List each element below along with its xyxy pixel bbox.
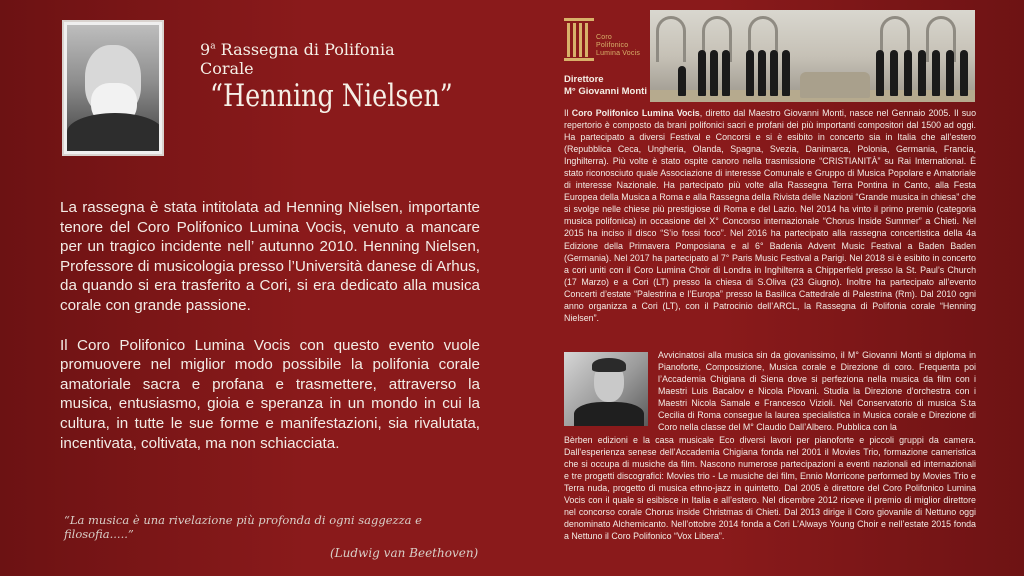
choir-member — [746, 50, 754, 96]
director-bio-text: Avvicinatosi alla musica sin da giovanissimo, il M° Giovanni Monti si diploma in Pianoforte, Composizione, Musica corale e Direzione di coro. Frequenta poi l’Accademia Chigiana di Siena dove si perfeziona nella musica da film con i Maestri Luis Bacalov e Nicola Piovani. Studia la Direzione d’orchestra con i Maestri Nicola Samale e Francesco Vizioli. Nel Conservatorio di musica S.ta Cecilia di Roma consegue la laurea specialistica in Musica corale e Direzione di Coro nella classe del M° Claudio Dall’Albero. Pubblica con la — [658, 350, 976, 433]
monti-hair — [592, 358, 626, 372]
giovanni-monti-photo — [564, 352, 648, 426]
portrait-shoulders — [67, 113, 159, 151]
choir-member — [946, 50, 954, 96]
choir-logo — [562, 10, 650, 82]
director-bio-continued: Bèrben edizioni e la casa musicale Eco diversi lavori per pianoforte e piccoli gruppi da camera. Dall’esperienza senese dell’Accademia Chigiana fonda nel 2001 il Movies Trio, formazione cameristica che si occupa di musiche da film. Nascono numerose partecipazioni a eventi nazionali ed internazionali e tre progetti discografici: Movies trio - Le musiche dei film, Ennio Morricone performed by Movies Trio e Terra nuda, progetto di musica ethno-jazz in quintetto. Dal 2005 è direttore del Coro Polifonico Lumina Vocis con il quale si esibisce in Italia e all’estero. Nel dicembre 2012 riceve il premio di miglior direttore nel concorso corale Chorus inside Christmas di Chieti. Dal 2013 dirige il Coro giovanile di Nettuno oggi denominato Alchemicanto. Nell’ottobre 2014 fonda a Cori L’Always Young Choir e nell’estate 2015 fonda a Nettuno il Coro Polifonico “Vox Libera”. — [564, 435, 976, 542]
choir-member — [890, 50, 898, 96]
choir-member — [758, 50, 766, 96]
intro-paragraph-2: Il Coro Polifonico Lumina Vocis con questo evento vuole promuovere nel miglior modo possibile la polifonia corale amatoriale sacra e profana e trasmettere, attraverso la musica, entusiasmo, gioia e speranza in un mondo in cui la cultura, in tutte le sue forme e manifestazioni, sia rivalutata, incentivata, coltivata, ma non schiacciata. — [60, 336, 480, 452]
logo-line-3: Lumina Vocis — [596, 50, 641, 57]
cloister-arch — [656, 16, 686, 62]
logo-text — [596, 34, 652, 58]
columns-logo-icon — [564, 18, 594, 62]
logo-line-2: Polifonico — [596, 42, 629, 49]
beethoven-quote: “La musica è una rivelazione più profonda di ogni saggezza e filosofia.....” — [64, 513, 422, 541]
choir-name: Coro Polifonico Lumina Vocis — [571, 108, 700, 118]
portrait-image — [67, 25, 159, 151]
choir-history-prefix: Il — [564, 108, 572, 118]
choir-member — [678, 66, 686, 96]
edition-superscript: a — [210, 41, 216, 52]
edition-text: Rassegna di Polifonia Corale — [200, 40, 395, 78]
director-name: M° Giovanni Monti — [564, 86, 647, 97]
intro-text — [60, 198, 480, 453]
choir-member — [698, 50, 706, 96]
quote-author: (Ludwig van Beethoven) — [330, 546, 479, 560]
choir-history-text — [564, 107, 976, 324]
intro-paragraph-1: La rassegna è stata intitolata ad Henning Nielsen, importante tenore del Coro Polifonico Lumina Vocis, venuto a mancare per un tragico incidente nell’ autunno 2010. Henning Nielsen, Professore di musicologia presso l’Università danese di Arhus, da quando si era trasferito a Cori, si era dedicato alla musica corale con grande passione. — [60, 199, 480, 315]
edition-heading — [200, 40, 448, 78]
edition-number: 9 — [200, 40, 211, 59]
director-role: Direttore — [564, 74, 604, 85]
choir-member — [782, 50, 790, 96]
choir-history-body: , diretto dal Maestro Giovanni Monti, nasce nel Gennaio 2005. Il suo repertorio è composto da brani polifonici sacri e profani dei più importanti compositori dal 1500 ad oggi. Ha partecipato a diversi Festival e Concorsi e si è esibito in concerto sia in Italia che all’estero (Repubblica Ceca, Ungheria, Olanda, Spagna, Svezia, Danimarca, Polonia, Germania, Francia, Inghilterra). Più volte è stato ospite canoro nella trasmissione “CRISTIANITÀ” su Rai International. È stato riconosciuto quale Associazione di interesse Comunale e Gruppo di Musica Popolare e Amatoriale di interesse Nazionale. Ha partecipato più volte alla Rassegna Terra Pontina in Canto, alla Festa Europea della Musica a Roma e alla Rassegna della Rivista delle Nazioni “Grande musica in chiesa” che si svolge nelle chiese più prestigiose di Roma e del Lazio. Nel 2014 ha vinto il primo premio (categoria musica polifonica) in occasione del X° Concorso internazionale “Chorus Inside Summer” a Chieti. Nel 2015 ha inciso il disco “S’io fossi foco”. Nel 2016 ha partecipato alla rassegna concertistica della 4a Edizione della Primavera Pomposiana e al 6° Badenia Advent Music Festival a Baden Baden (Germania). Nel 2017 ha partecipato al 7° Paris Music Festival a Parigi. Nel 2018 si è esibito in concerto a cori uniti con il Coro Lumina Choir di Londra in Inghilterra a Chipperfield presso la St. Paul’s Church (17 Marzo) e a Cori (LT) presso la chiesa di S.Oliva (23 Giugno). Inoltre ha partecipato all’evento Concerti d’estate “Palestrina e l’Europa” presso la Basilica Cattedrale di Palestrina (Rm). Dal 2010 ogni anno organizza a Cori (LT), con il Patrocinio dell’ARCL, la Rassegna di Polifonia corale “Henning Nielsen”. — [564, 108, 977, 323]
monti-body — [574, 402, 644, 426]
choir-photo — [650, 10, 975, 102]
choir-member — [876, 50, 884, 96]
well-fountain — [800, 72, 870, 98]
choir-member — [960, 50, 968, 96]
choir-member — [932, 50, 940, 96]
choir-member — [918, 50, 926, 96]
logo-line-1: Coro — [596, 34, 612, 41]
choir-member — [722, 50, 730, 96]
choir-member — [770, 50, 778, 96]
choir-member — [710, 50, 718, 96]
choir-member — [904, 50, 912, 96]
page-title: “Henning Nielsen” — [210, 78, 453, 114]
henning-nielsen-photo — [62, 20, 164, 156]
